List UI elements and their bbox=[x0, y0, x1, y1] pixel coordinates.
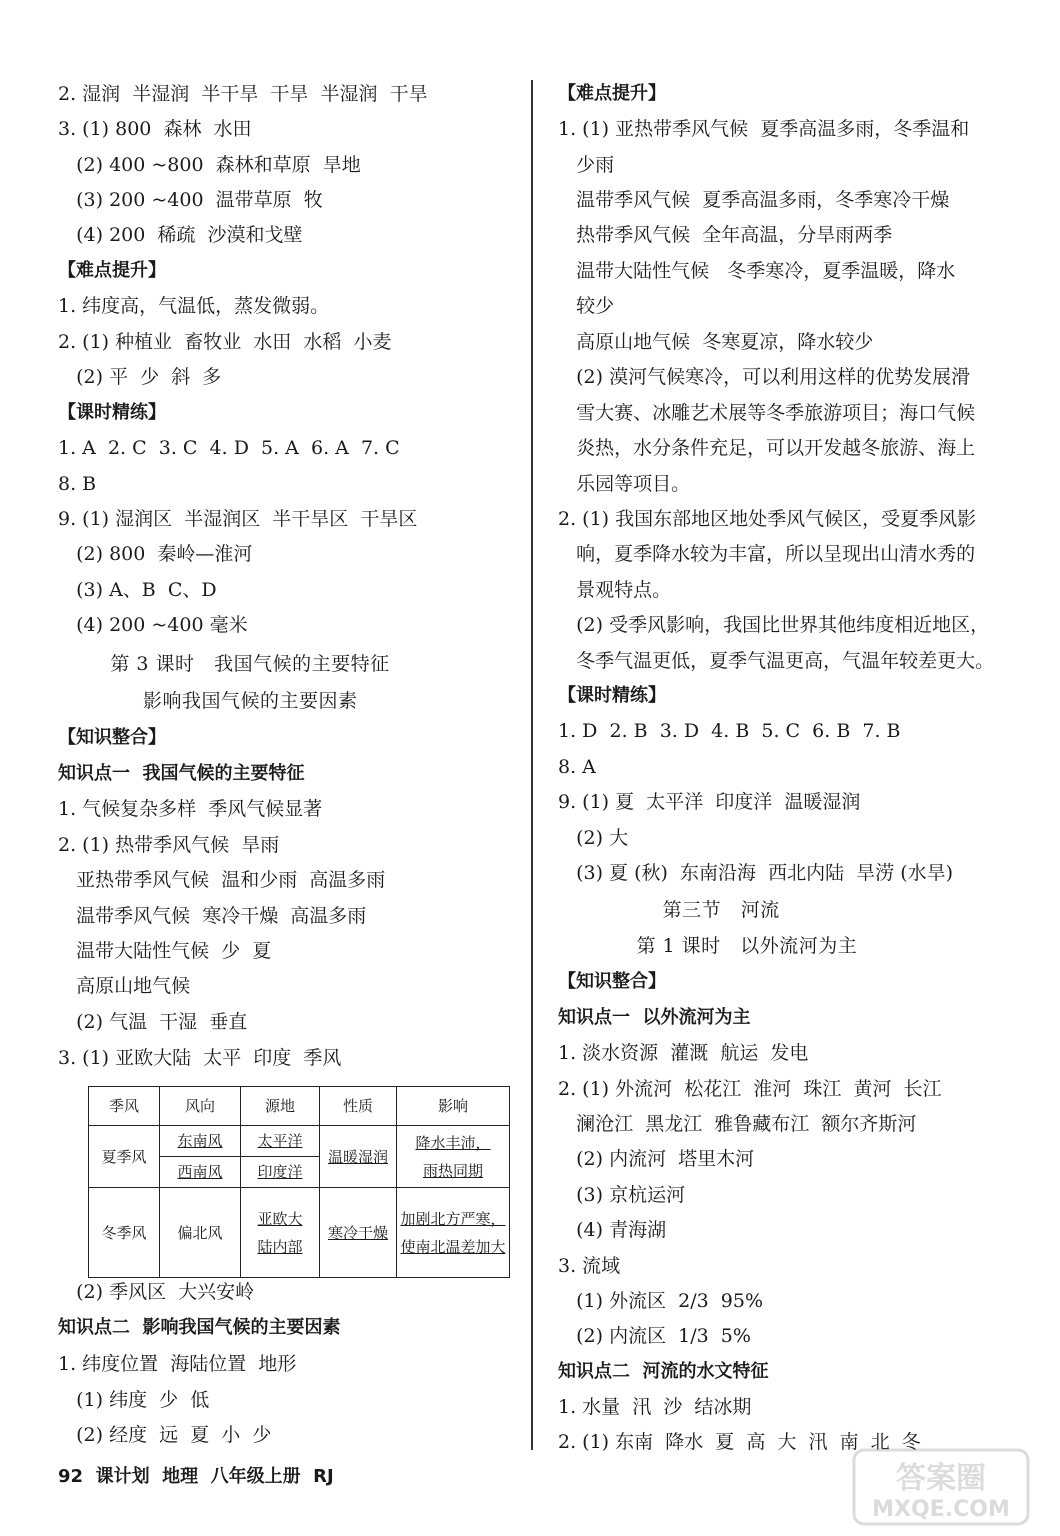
answer-line: 1. 淡水资源 灌溉 航运 发电 bbox=[558, 1042, 809, 1064]
answer-line: 1. 纬度高，气温低，蒸发微弱。 bbox=[58, 295, 330, 317]
table-cell bbox=[397, 1126, 510, 1188]
answer-line: 高原山地气候 冬寒夏凉，降水较少 bbox=[558, 331, 874, 353]
lesson-title: 影响我国气候的主要因素 bbox=[58, 690, 358, 712]
watermark-logo bbox=[852, 1448, 1030, 1526]
answer-text: 东南风 bbox=[177, 1132, 223, 1150]
answer-line: (2) 400 ~800 森林和草原 旱地 bbox=[58, 154, 361, 176]
table-cell: 夏季风 bbox=[89, 1126, 160, 1188]
section-heading: 知识点一 我国气候的主要特征 bbox=[58, 763, 305, 784]
answer-text: 太平洋 bbox=[257, 1132, 303, 1150]
answer-line: (4) 200 ~400 毫米 bbox=[58, 614, 248, 636]
answer-line: 1. A 2. C 3. C 4. D 5. A 6. A 7. C bbox=[58, 437, 400, 459]
table-header: 季风 bbox=[89, 1087, 160, 1126]
answer-text: 降水丰沛， bbox=[415, 1133, 491, 1152]
answer-line: (2) 季风区 大兴安岭 bbox=[58, 1281, 255, 1303]
table-cell bbox=[241, 1188, 320, 1278]
answer-line: 炎热，水分条件充足，可以开发越冬旅游、海上 bbox=[558, 437, 976, 459]
column-divider bbox=[531, 80, 533, 1450]
table-cell: 偏北风 bbox=[160, 1188, 241, 1278]
answer-text: 西南风 bbox=[177, 1163, 223, 1181]
page-footer: 92 课计划 地理 八年级上册 RJ bbox=[58, 1466, 334, 1487]
answer-line: 冬季气温更低，夏季气温更高，气温年较差更大。 bbox=[558, 650, 995, 672]
table-cell bbox=[397, 1188, 510, 1278]
answer-line: (2) 内流河 塔里木河 bbox=[558, 1148, 755, 1170]
lesson-title: 第 3 课时 我国气候的主要特征 bbox=[58, 653, 390, 675]
section-heading: 【课时精练】 bbox=[558, 685, 666, 706]
answer-line: 澜沧江 黑龙江 雅鲁藏布江 额尔齐斯河 bbox=[558, 1113, 917, 1135]
table-cell bbox=[160, 1126, 241, 1157]
table-header: 影响 bbox=[397, 1087, 510, 1126]
table-cell bbox=[320, 1126, 397, 1188]
section-heading: 知识点二 河流的水文特征 bbox=[558, 1361, 769, 1382]
answer-line: 2. (1) 东南 降水 夏 高 大 汛 南 北 冬 bbox=[558, 1431, 921, 1453]
answer-line: (3) 京杭运河 bbox=[558, 1184, 686, 1206]
watermark-text: 答案圈 bbox=[896, 1461, 986, 1496]
answer-line: 9. (1) 湿润区 半湿润区 半干旱区 干旱区 bbox=[58, 508, 418, 530]
answer-line: 较少 bbox=[558, 295, 615, 317]
answer-line: (2) 内流区 1/3 5% bbox=[558, 1325, 751, 1347]
answer-line: 2. (1) 外流河 松花江 淮河 珠江 黄河 长江 bbox=[558, 1078, 942, 1100]
answer-line: (1) 纬度 少 低 bbox=[58, 1389, 210, 1411]
lesson-title: 第 1 课时 以外流河为主 bbox=[558, 935, 858, 957]
answer-line: 温带季风气候 夏季高温多雨，冬季寒冷干燥 bbox=[558, 189, 950, 211]
answer-line: (4) 青海湖 bbox=[558, 1219, 667, 1241]
section-heading: 知识点二 影响我国气候的主要因素 bbox=[58, 1317, 341, 1338]
table-header: 源地 bbox=[241, 1087, 320, 1126]
answer-line: 2. (1) 热带季风气候 旱雨 bbox=[58, 834, 280, 856]
answer-text: 温暖湿润 bbox=[327, 1147, 388, 1166]
answer-line: 3. (1) 亚欧大陆 太平 印度 季风 bbox=[58, 1047, 342, 1069]
answer-line: 热带季风气候 全年高温，分旱雨两季 bbox=[558, 224, 893, 246]
answer-line: 雪大赛、冰雕艺术展等冬季旅游项目；海口气候 bbox=[558, 402, 976, 424]
table-cell: 冬季风 bbox=[89, 1188, 160, 1278]
answer-line: 乐园等项目。 bbox=[558, 473, 691, 495]
answer-line: (4) 200 稀疏 沙漠和戈壁 bbox=[58, 224, 303, 246]
table-cell bbox=[320, 1188, 397, 1278]
answer-text: 陆内部 bbox=[257, 1237, 303, 1256]
answer-line: (2) 经度 远 夏 小 少 bbox=[58, 1424, 272, 1446]
answer-line: 响，夏季降水较为丰富，所以呈现出山清水秀的 bbox=[558, 543, 976, 565]
answer-line: 景观特点。 bbox=[558, 579, 672, 601]
table-cell bbox=[160, 1157, 241, 1188]
answer-line: (1) 外流区 2/3 95% bbox=[558, 1290, 764, 1312]
answer-line: (2) 平 少 斜 多 bbox=[58, 366, 222, 388]
table-cell bbox=[241, 1157, 320, 1188]
section-heading: 【知识整合】 bbox=[558, 971, 666, 992]
answer-line: 8. A bbox=[558, 756, 596, 778]
section-heading: 【难点提升】 bbox=[558, 83, 666, 104]
answer-line: 1. D 2. B 3. D 4. B 5. C 6. B 7. B bbox=[558, 720, 901, 742]
answer-text: 亚欧大 bbox=[257, 1209, 303, 1228]
lesson-title: 第三节 河流 bbox=[558, 899, 780, 921]
answer-line: 2. (1) 种植业 畜牧业 水田 水稻 小麦 bbox=[58, 331, 392, 353]
section-heading: 【课时精练】 bbox=[58, 402, 166, 423]
answer-line: 8. B bbox=[58, 473, 97, 495]
answer-text: 雨热同期 bbox=[422, 1161, 483, 1180]
answer-line: 温带大陆性气候 少 夏 bbox=[58, 940, 272, 962]
answer-line: 亚热带季风气候 温和少雨 高温多雨 bbox=[58, 869, 386, 891]
section-heading: 【知识整合】 bbox=[58, 727, 166, 748]
answer-line: (2) 800 秦岭—淮河 bbox=[58, 543, 253, 565]
answer-line: 2. (1) 我国东部地区地处季风气候区，受夏季风影 bbox=[558, 508, 977, 530]
answer-line: 1. 水量 汛 沙 结冰期 bbox=[558, 1396, 752, 1418]
section-heading: 【难点提升】 bbox=[58, 260, 166, 281]
table-cell bbox=[241, 1126, 320, 1157]
answer-text: 印度洋 bbox=[257, 1163, 303, 1181]
answer-line: 3. (1) 800 森林 水田 bbox=[58, 118, 252, 140]
answer-line: 2. 湿润 半湿润 半干旱 干旱 半湿润 干旱 bbox=[58, 83, 428, 105]
answer-line: 温带季风气候 寒冷干燥 高温多雨 bbox=[58, 905, 367, 927]
answer-line: 1. 纬度位置 海陆位置 地形 bbox=[58, 1353, 297, 1375]
answer-text: 寒冷干燥 bbox=[327, 1223, 388, 1242]
answer-line: 少雨 bbox=[558, 154, 615, 176]
answer-line: 9. (1) 夏 太平洋 印度洋 温暖湿润 bbox=[558, 791, 861, 813]
answer-line: 温带大陆性气候 冬季寒冷，夏季温暖，降水 bbox=[558, 260, 956, 282]
answer-line: 高原山地气候 bbox=[58, 975, 191, 997]
answer-line: 3. 流域 bbox=[558, 1255, 621, 1277]
answer-line: (3) A、B C、D bbox=[58, 579, 217, 601]
section-heading: 知识点一 以外流河为主 bbox=[558, 1007, 751, 1028]
answer-line: (3) 200 ~400 温带草原 牧 bbox=[58, 189, 323, 211]
watermark-url: MXQE.COM bbox=[872, 1497, 1010, 1522]
answer-line: (3) 夏 (秋) 东南沿海 西北内陆 旱涝 (水旱) bbox=[558, 862, 954, 884]
answer-line: (2) 受季风影响，我国比世界其他纬度相近地区， bbox=[558, 614, 990, 636]
answer-line: (2) 大 bbox=[558, 827, 629, 849]
answer-line: 1. 气候复杂多样 季风气候显著 bbox=[58, 798, 323, 820]
answer-text: 加剧北方严寒， bbox=[400, 1209, 506, 1228]
table-header: 性质 bbox=[320, 1087, 397, 1126]
answer-line: (2) 气温 干湿 垂直 bbox=[58, 1011, 248, 1033]
answer-line: (2) 漠河气候寒冷，可以利用这样的优势发展滑 bbox=[558, 366, 971, 388]
answer-line: 1. (1) 亚热带季风气候 夏季高温多雨，冬季温和 bbox=[558, 118, 970, 140]
answer-text: 使南北温差加大 bbox=[400, 1237, 506, 1256]
table-header: 风向 bbox=[160, 1087, 241, 1126]
monsoon-table bbox=[88, 1086, 510, 1278]
